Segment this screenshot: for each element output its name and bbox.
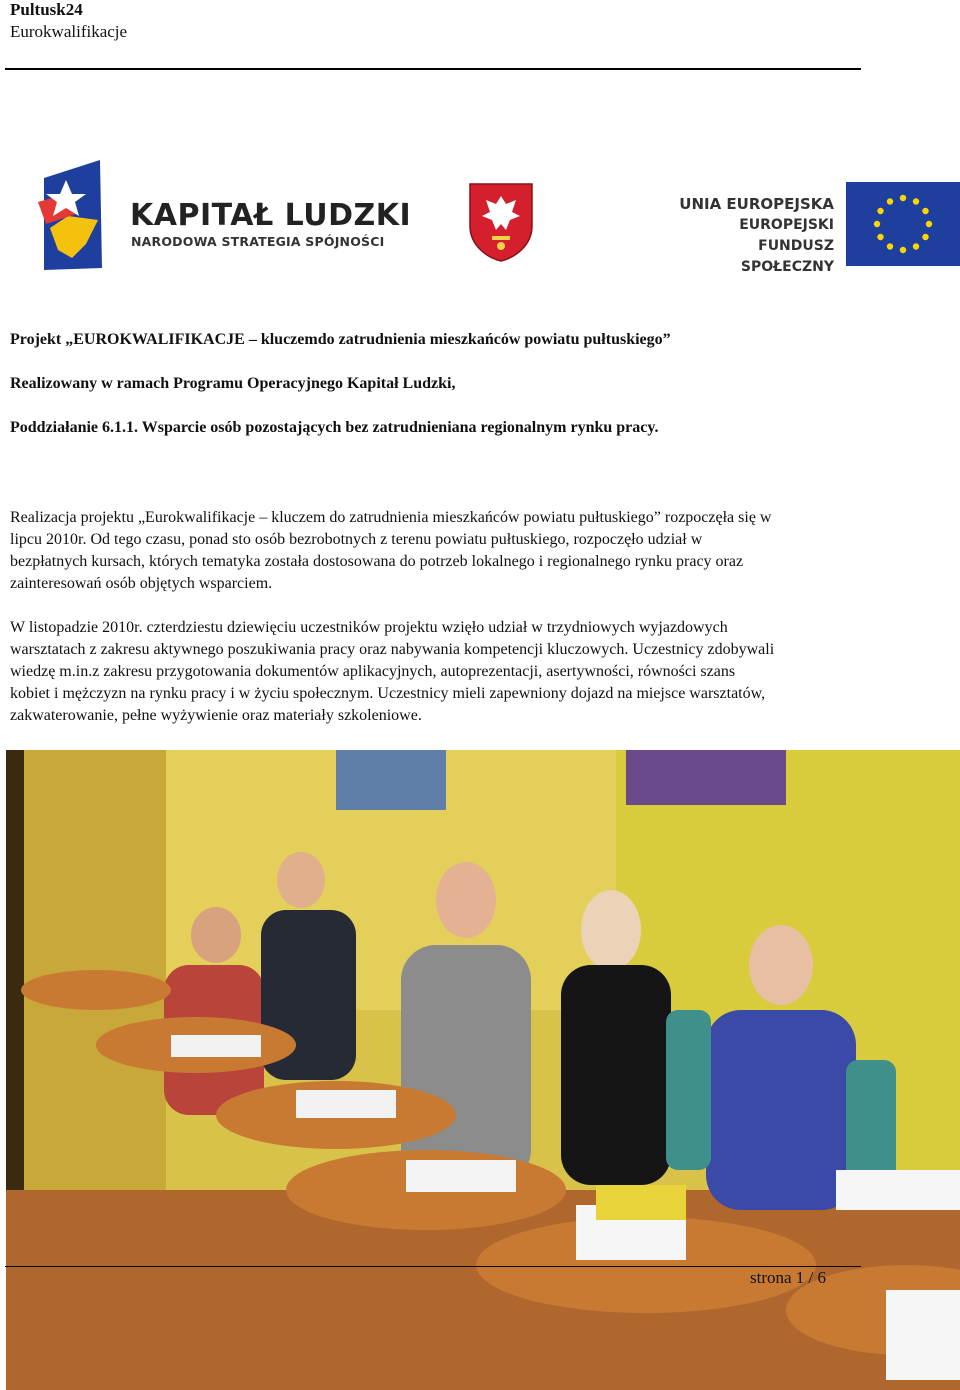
county-crest-icon	[468, 182, 534, 262]
paragraph-2-line: zakwaterowanie, pełne wyżywienie oraz materiały szkoleniowe.	[10, 707, 422, 724]
paragraph-2-line: W listopadzie 2010r. czterdziestu dziewięciu uczestników projektu wzięło udział w trzydniowych wyjazdowych	[10, 619, 728, 636]
site-title: Pultusk24	[10, 0, 83, 19]
program-line: Realizowany w ramach Programu Operacyjnego Kapitał Ludzki,	[10, 375, 456, 392]
measure-line: Poddziałanie 6.1.1. Wsparcie osób pozostających bez zatrudnieniana regionalnym rynku pracy.	[10, 419, 659, 436]
kapital-ludzki-subtitle: NARODOWA STRATEGIA SPÓJNOŚCI	[131, 234, 385, 249]
kapital-ludzki-title: KAPITAŁ LUDZKI	[130, 198, 412, 233]
eu-fund-label	[672, 194, 834, 278]
paragraph-1-line: lipcu 2010r. Od tego czasu, ponad sto osób bezrobotnych z terenu powiatu pułtuskiego, rozpoczęło udział w	[10, 531, 703, 548]
paragraph-1-line: zainteresowań osób objętych wsparciem.	[10, 575, 273, 592]
eu-fund-line1: EUROPEJSKI	[739, 217, 834, 233]
paragraph-2-line: wiedzę m.in.z zakresu przygotowania dokumentów aplikacyjnych, autoprezentacji, asertywności, równości szans	[10, 663, 736, 680]
eu-union-label: UNIA EUROPEJSKA	[679, 195, 834, 213]
document-subtitle: Eurokwalifikacje	[10, 22, 128, 41]
page-number: strona 1 / 6	[750, 1268, 827, 1287]
footer-divider	[5, 1266, 861, 1267]
paragraph-1-line: bezpłatnych kursach, których tematyka została dostosowana do potrzeb lokalnego i regionalnego rynku pracy oraz	[10, 553, 744, 570]
eu-fund-line2: FUNDUSZ SPOŁECZNY	[740, 238, 834, 275]
project-title: Projekt „EUROKWALIFIKACJE – kluczemdo zatrudnienia mieszkańców powiatu pułtuskiego”	[10, 331, 671, 348]
header-divider	[5, 68, 861, 70]
paragraph-2-line: warsztatach z zakresu aktywnego poszukiwania pracy oraz nabywania kompetencji kluczowych. Uczestnicy zdobywali	[10, 641, 775, 658]
workshop-photo	[6, 750, 960, 1390]
paragraph-2-line: kobiet i mężczyzn na rynku pracy i w życiu społecznym. Uczestnicy mieli zapewniony dojazd na miejsce warsztatów,	[10, 685, 766, 702]
paragraph-1-line: Realizacja projektu „Eurokwalifikacje – kluczem do zatrudnienia mieszkańców powiatu pułtuskiego” rozpoczęła się w	[10, 509, 772, 526]
eu-flag-icon	[846, 182, 960, 266]
